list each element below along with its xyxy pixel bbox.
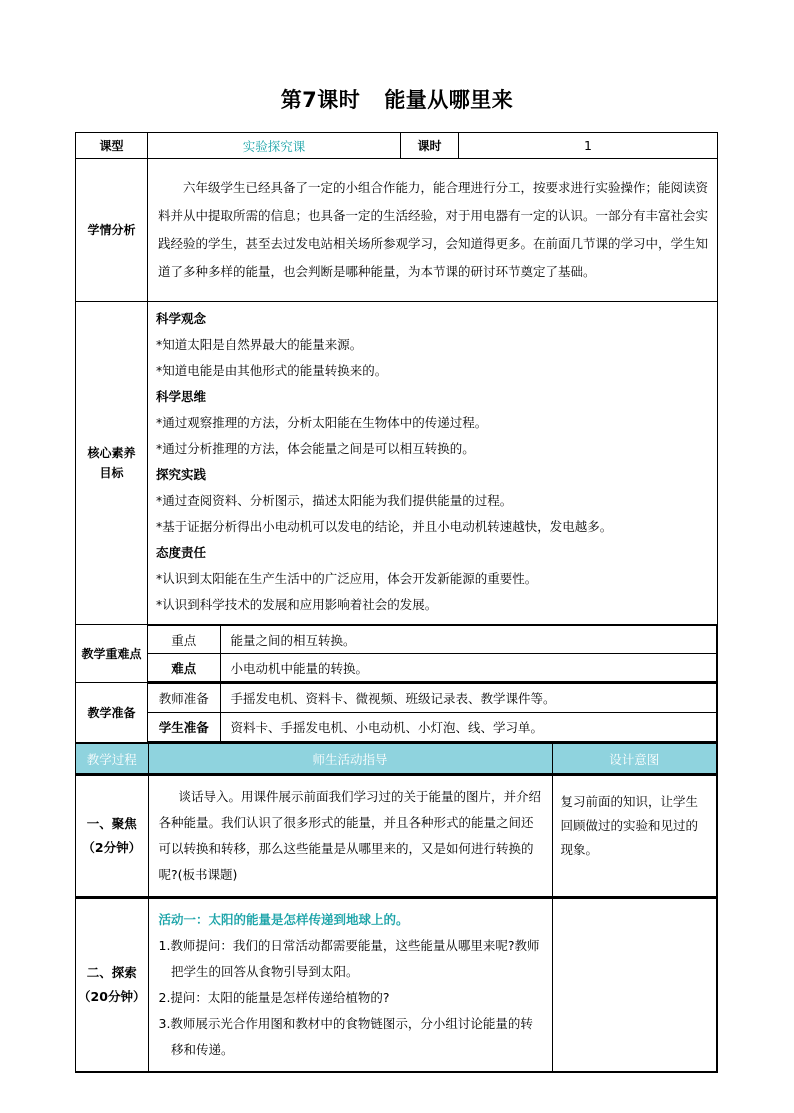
goal-item: *知道电能是由其他形式的能量转换来的。 [156, 363, 388, 378]
goal-item: *基于证据分析得出小电动机可以发电的结论，并且小电动机转速越快，发电越多。 [156, 519, 613, 534]
step-item: 1.教师提问：我们的日常活动都需要能量，这些能量从哪里来呢?教师把学生的回答从食物引导到太阳。 [158, 938, 540, 979]
type-label: 课型 [76, 133, 148, 159]
lesson-number: 第7课时 [280, 88, 361, 112]
activity-title: 活动一：太阳的能量是怎样传递到地球上的。 [158, 912, 409, 927]
process-header-guide: 师生活动指导 [148, 744, 552, 774]
lesson-plan-table [75, 132, 718, 1073]
teacher-prep-value: 手摇发电机、资料卡、微视频、班级记录表、教学课件等。 [220, 684, 717, 713]
lesson-name: 能量从哪里来 [384, 88, 514, 112]
hours-label: 课时 [401, 133, 459, 159]
process-header-intent: 设计意图 [552, 744, 717, 774]
key-points-row [76, 625, 718, 683]
page-title [0, 84, 794, 114]
goal-item: *通过查阅资料、分析图示，描述太阳能为我们提供能量的过程。 [156, 493, 513, 508]
prep-label: 教学准备 [76, 683, 148, 743]
difficulty-value: 小电动机中能量的转换。 [220, 654, 717, 682]
goal-heading: 科学观念 [156, 311, 207, 326]
student-prep-value: 资料卡、手摇发电机、小电动机、小灯泡、线、学习单。 [220, 713, 717, 742]
goal-item: *认识到太阳能在生产生活中的广泛应用，体会开发新能源的重要性。 [156, 571, 538, 586]
goals-label: 核心素养 目标 [76, 302, 148, 625]
difficulty-label: 难点 [148, 654, 220, 682]
goal-item: *认识到科学技术的发展和应用影响着社会的发展。 [156, 597, 438, 612]
stage-explore-name: 二、探索 （20分钟） [76, 899, 148, 1072]
analysis-text: 六年级学生已经具备了一定的小组合作能力，能合理进行分工，按要求进行实验操作；能阅读资料并从中提取所需的信息；也具备一定的生活经验，对于用电器有一定的认识。一部分有丰富社会实践经验的学生，甚至去过发电站相关场所参观学习，会知道得更多。在前面几节课的学习中，学生知道了多种多样的能量，也会判断是哪种能量，为本节课的研讨环节奠定了基础。 [148, 159, 718, 302]
step-item: 2.提问：太阳的能量是怎样传递给植物的? [158, 990, 390, 1005]
goal-item: *通过观察推理的方法，分析太阳能在生物体中的传递过程。 [156, 415, 488, 430]
prep-row [76, 683, 718, 743]
stage-focus-row [76, 775, 718, 898]
goal-heading: 探究实践 [156, 467, 207, 482]
goals-content [148, 302, 718, 625]
stage-focus-name: 一、聚焦 （2分钟） [76, 776, 148, 897]
goal-heading: 科学思维 [156, 389, 207, 404]
goal-item: *知道太阳是自然界最大的能量来源。 [156, 337, 363, 352]
stage-explore-intent [552, 899, 717, 1072]
key-value: 能量之间的相互转换。 [220, 626, 717, 654]
stage-explore-row [76, 898, 718, 1073]
analysis-row [76, 159, 718, 302]
goal-heading: 态度责任 [156, 545, 207, 560]
key-points-label: 教学重难点 [76, 625, 148, 683]
goals-row [76, 302, 718, 625]
teacher-prep-label: 教师准备 [148, 684, 220, 713]
key-label: 重点 [148, 626, 220, 654]
type-value: 实验探究课 [148, 133, 401, 159]
student-prep-label: 学生准备 [148, 713, 220, 742]
process-header-row [76, 743, 718, 775]
analysis-label: 学情分析 [76, 159, 148, 302]
info-row [76, 133, 718, 159]
stage-focus-intent: 复习前面的知识，让学生回顾做过的实验和见过的现象。 [552, 776, 717, 897]
stage-focus-text: 谈话导入。用课件展示前面我们学习过的关于能量的图片，并介绍各种能量。我们认识了很多形式的能量，并且各种形式的能量之间还可以转换和转移，那么这些能量是从哪里来的，又是如何进行转换的呢?(板书课题) [158, 789, 542, 882]
goal-item: *通过分析推理的方法，体会能量之间是可以相互转换的。 [156, 441, 475, 456]
process-header-stage: 教学过程 [76, 744, 148, 774]
hours-value: 1 [459, 133, 718, 159]
step-item: 3.教师展示光合作用图和教材中的食物链图示，分小组讨论能量的转移和传递。 [158, 1016, 533, 1057]
